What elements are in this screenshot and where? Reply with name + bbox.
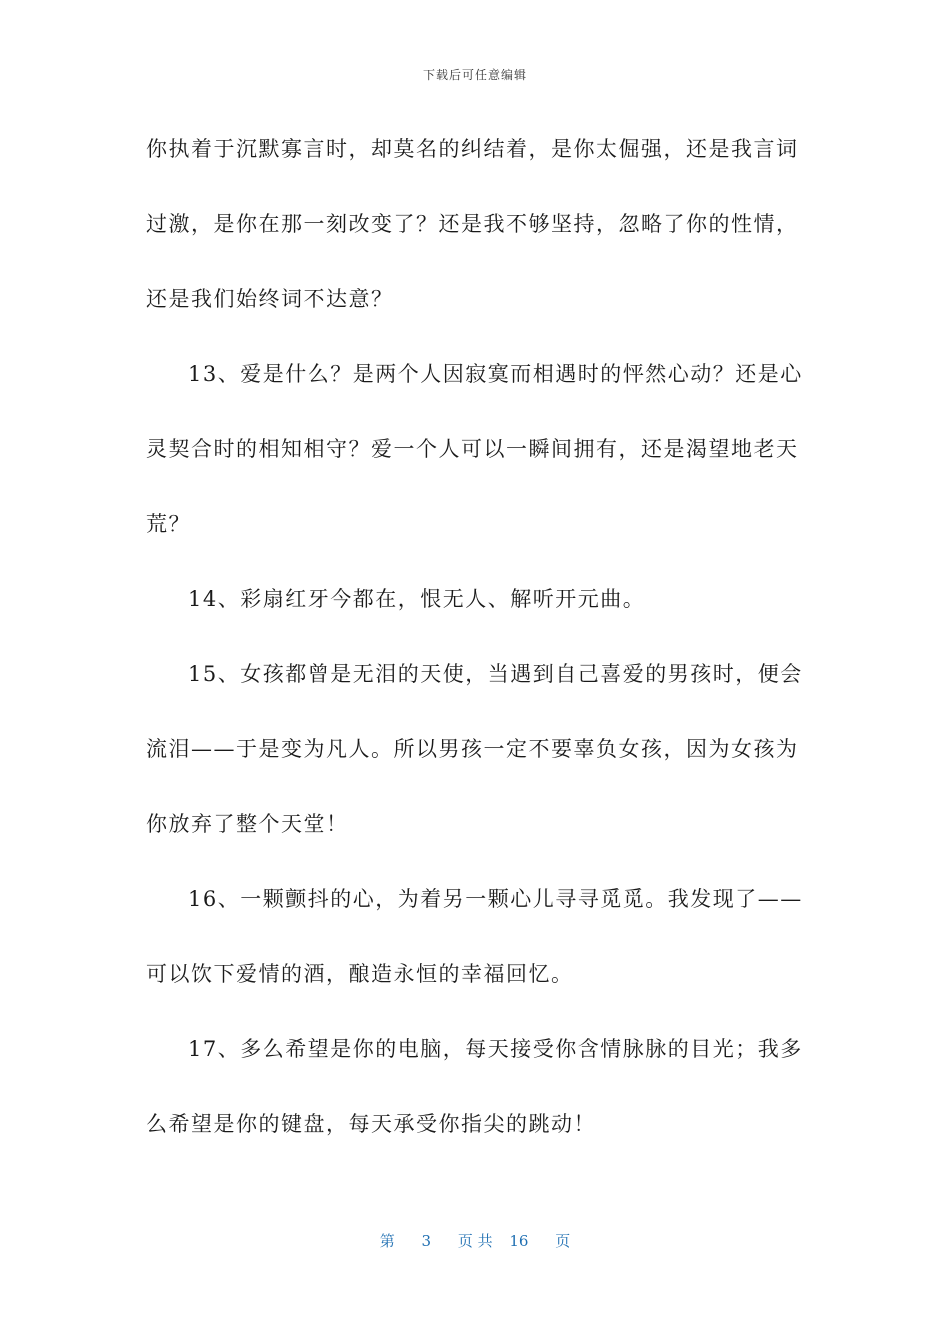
text-line: 么希望是你的键盘，每天承受你指尖的跳动！ — [146, 1112, 596, 1136]
paragraph-16-start: 16、一颗颤抖的心，为着另一颗心儿寻寻觅觅。我发现了—— — [188, 887, 803, 911]
footer-suffix: 页 — [555, 1232, 571, 1250]
page-footer — [0, 1230, 950, 1251]
text-line: 灵契合时的相知相守？爱一个人可以一瞬间拥有，还是渴望地老天 — [146, 437, 799, 461]
footer-middle: 页 共 — [457, 1232, 493, 1250]
text-line: 流泪——于是变为凡人。所以男孩一定不要辜负女孩，因为女孩为 — [146, 737, 799, 761]
text-line: 过激，是你在那一刻改变了？还是我不够坚持，忽略了你的性情， — [146, 212, 799, 236]
text-line: 还是我们始终词不达意？ — [146, 287, 394, 311]
paragraph-15-start: 15、女孩都曾是无泪的天使，当遇到自己喜爱的男孩时，便会 — [188, 662, 803, 686]
text-line: 可以饮下爱情的酒，酿造永恒的幸福回忆。 — [146, 962, 574, 986]
total-pages-number: 16 — [509, 1232, 529, 1250]
footer-prefix: 第 — [379, 1232, 395, 1250]
paragraph-13-start: 13、爱是什么？是两个人因寂寞而相遇时的怦然心动？还是心 — [188, 362, 803, 386]
text-line: 你执着于沉默寡言时，却莫名的纠结着，是你太倔强，还是我言词 — [146, 137, 799, 161]
current-page-number: 3 — [421, 1232, 432, 1250]
text-line: 荒？ — [146, 512, 191, 536]
page-header: 下载后可任意编辑 — [422, 68, 527, 82]
paragraph-17-start: 17、多么希望是你的电脑，每天接受你含情脉脉的目光；我多 — [188, 1037, 803, 1061]
text-line: 你放弃了整个天堂！ — [146, 812, 349, 836]
paragraph-14-start: 14、彩扇红牙今都在，恨无人、解听开元曲。 — [188, 587, 646, 611]
